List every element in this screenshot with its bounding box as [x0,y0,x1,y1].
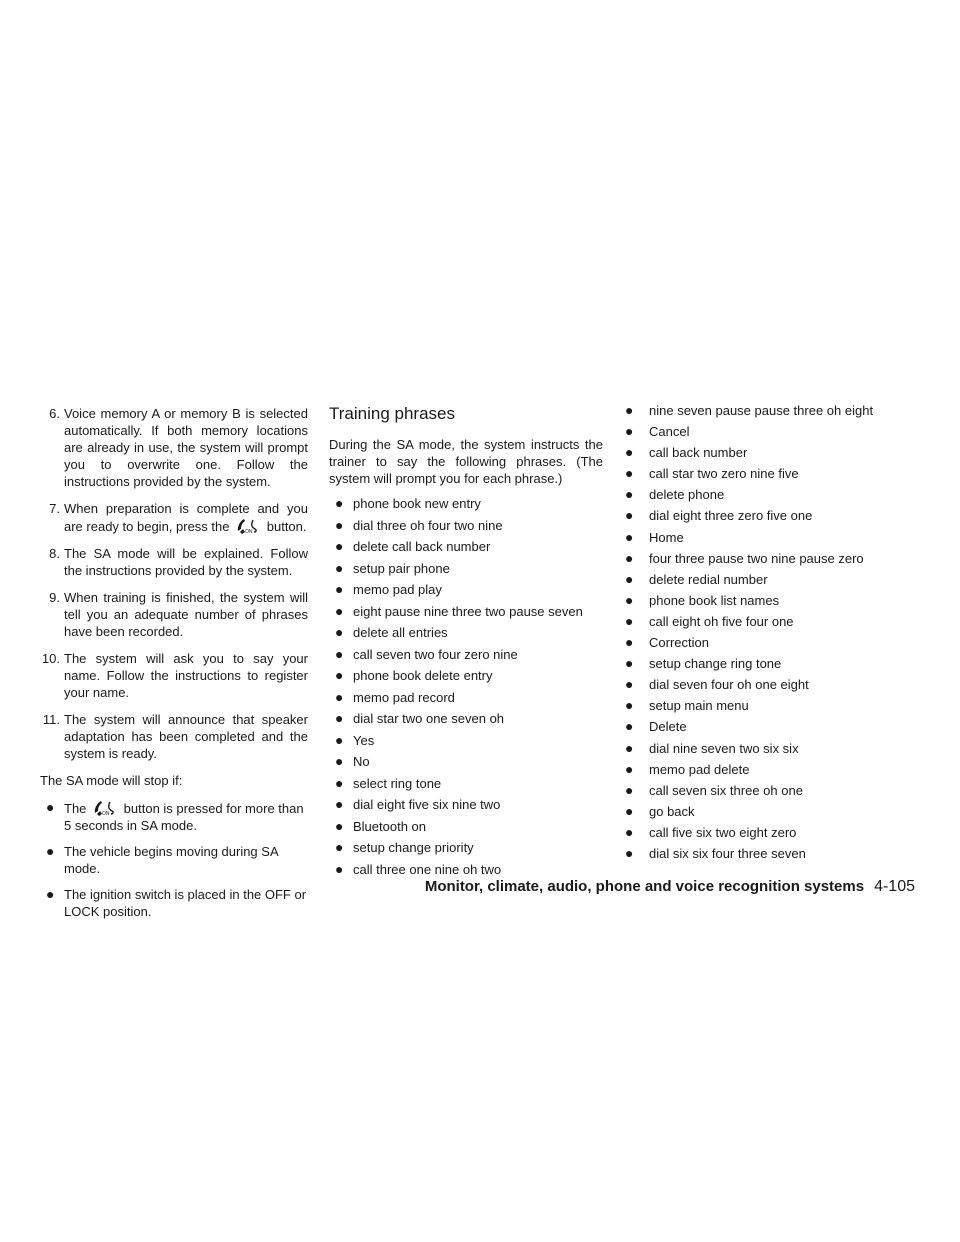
phrase-text: select ring tone [353,775,442,791]
item-text-before: The [64,801,87,816]
bullet: ● [335,796,344,812]
phrase-item [625,444,915,465]
phrase-text: eight pause nine three two pause seven [353,603,583,619]
phrase-item [625,655,915,676]
phrase-item [625,529,915,550]
section-title: Training phrases [329,404,455,423]
bullet: ● [335,753,344,769]
phrase-text: nine seven pause pause three oh eight [649,403,874,418]
phrase-text: memo pad delete [649,761,750,777]
bullet: ● [625,760,634,777]
phrase-item [329,624,603,646]
phrase-item [625,740,915,761]
phrase-item [625,824,915,845]
phrase-text: memo pad record [353,689,455,705]
bullet: ● [335,860,344,877]
section-intro: During the SA mode, the system instructs the trainer to say the following phrases. (The system will prompt you for each phrase.) [329,437,603,486]
bullet: ● [335,731,344,748]
bullet: ● [335,688,344,705]
bullet: ● [335,602,344,619]
stop-conditions-list [40,799,308,920]
phrase-text: Cancel [649,424,690,440]
phrase-item [625,613,915,634]
phrase-text: phone book delete entry [353,668,493,683]
phrase-text: No [353,754,370,769]
step-number: 6. [49,406,60,421]
training-phrases-column-1 [329,404,603,882]
phrase-item [329,646,603,668]
step-number: 10. [41,651,60,666]
bullet: ● [625,634,634,651]
phrase-text: dial eight three zero five one [649,508,813,524]
bullet: ● [625,612,634,629]
bullet: ● [335,495,344,511]
page-footer [425,878,915,895]
phrase-text: delete all entries [353,625,448,640]
step-8 [40,545,308,579]
step-7 [40,500,308,535]
bullet: ● [625,802,634,819]
bullet: ● [625,444,634,461]
step-text: The system will ask you to say your name. Follow the instructions to register your name. [64,651,308,700]
phrase-item [329,538,603,560]
phrase-item [329,495,603,517]
stop-intro: The SA mode will stop if: [40,773,183,788]
phrase-text: Bluetooth on [353,818,427,834]
step-number: 8. [49,546,60,561]
bullet: ● [625,823,634,840]
list-item [40,799,308,834]
voice-recognition-talk-icon [235,517,261,535]
phrase-text: setup main menu [649,698,749,714]
phrase-text: call star two zero nine five [649,466,799,482]
footer-section-title: Monitor, climate, audio, phone and voice recognition systems [424,878,865,895]
bullet: ● [46,799,55,815]
phrase-item [329,517,603,539]
phrase-item [329,775,603,797]
phrase-text: go back [649,803,695,819]
phrase-text: call seven two four zero nine [353,646,518,662]
step-text: The SA mode will be explained. Follow the instructions provided by the system. [64,546,308,578]
step-text: The system will announce that speaker adaptation has been completed and the system is ready. [64,712,308,761]
bullet: ● [625,507,634,524]
phrase-item [625,592,915,613]
voice-recognition-talk-icon [92,799,118,817]
phrase-item [329,839,603,861]
bullet: ● [625,486,634,503]
phrase-item [329,710,603,732]
bullet: ● [625,781,634,798]
bullet: ● [625,465,634,482]
phrase-item [625,465,915,486]
phrase-item [329,796,603,818]
bullet: ● [625,697,634,714]
item-text: The vehicle begins moving during SA mode. [64,844,278,876]
phrase-text: memo pad play [353,582,442,597]
bullet: ● [625,549,634,566]
phrase-item [329,603,603,625]
step-number: 9. [49,590,60,605]
step-6 [40,405,308,490]
phrase-item [625,507,915,528]
bullet: ● [625,676,634,693]
bullet: ● [46,886,55,902]
instructions-column [40,405,308,929]
phrase-item [625,634,915,655]
phrase-item [329,560,603,582]
phrase-text: setup pair phone [353,560,450,576]
step-number: 11. [42,712,60,727]
bullet: ● [625,528,634,545]
step-number: 7. [49,501,60,516]
phrase-item [625,486,915,507]
bullet: ● [335,774,344,791]
list-item [40,843,308,877]
phrase-item [329,753,603,775]
phrase-list [329,495,603,882]
bullet: ● [335,516,344,533]
phrase-text: Delete [649,719,687,735]
bullet: ● [335,624,344,640]
phrase-text: call eight oh five four one [649,613,794,629]
phrase-text: dial three oh four two nine [353,517,503,533]
phrase-text: four three pause two nine pause zero [649,550,864,566]
step-text-before: When preparation is complete and you are ready to begin, press the [64,501,308,534]
phrase-item [329,581,603,603]
phrase-text: setup change ring tone [649,656,782,672]
phrase-item [329,818,603,840]
step-text: When training is finished, the system will tell you an adequate number of phrases have been recorded. [64,590,308,639]
bullet: ● [335,645,344,662]
bullet: ● [335,559,344,576]
step-text: Voice memory A or memory B is selected automatically. If both memory locations are already in use, the system will prompt you to overwrite one. Follow the instructions provided by the system. [64,406,308,489]
phrase-text: dial six six four three seven [649,845,806,861]
phrase-text: phone book list names [649,592,780,608]
phrase-text: delete redial number [649,571,768,587]
bullet: ● [335,710,344,726]
bullet: ● [335,581,344,597]
phrase-text: call back number [649,445,748,461]
phrase-text: Correction [649,635,709,651]
bullet: ● [46,843,55,859]
item-text: The ignition switch is placed in the OFF or LOCK position. [64,887,307,919]
list-item [40,886,308,920]
phrase-text: dial star two one seven oh [353,711,505,726]
phrase-text: setup change priority [353,840,474,855]
bullet: ● [625,844,634,861]
phrase-text: call three one nine oh two [353,861,502,877]
phrase-item [625,803,915,824]
phrase-text: call five six two eight zero [649,824,797,840]
bullet: ● [335,667,344,683]
bullet: ● [625,570,634,587]
bullet: ● [335,839,344,855]
step-11 [40,711,308,762]
phrase-item [625,571,915,592]
phrase-item [329,667,603,689]
bullet: ● [625,739,634,756]
phrase-text: Home [649,529,684,545]
bullet: ● [625,718,634,735]
phrase-item [329,732,603,754]
bullet: ● [335,817,344,834]
phrase-item [625,845,915,866]
bullet: ● [625,402,634,418]
phrase-item [625,782,915,803]
phrase-text: dial nine seven two six six [649,740,799,756]
phrase-text: dial seven four oh one eight [649,677,809,693]
phrase-text: Yes [353,732,375,748]
bullet: ● [625,655,634,672]
phrase-text: phone book new entry [353,496,481,511]
phrase-item [625,550,915,571]
training-phrases-column-2 [625,402,915,866]
step-text-after: button. [266,519,307,534]
phrase-text: delete call back number [353,539,491,554]
phrase-text: delete phone [649,487,725,503]
phrase-item [625,423,915,444]
phrase-item [625,676,915,697]
phrase-item [329,689,603,711]
phrase-text: call seven six three oh one [649,782,803,798]
phrase-item [625,402,915,423]
phrase-list [625,402,915,866]
phrase-item [625,718,915,739]
step-9 [40,589,308,640]
phrase-text: dial eight five six nine two [353,797,501,812]
item-text-after: button is pressed for more than 5 seconds in SA mode. [64,801,304,833]
bullet: ● [335,538,344,554]
step-10 [40,650,308,701]
bullet: ● [625,591,634,608]
phrase-item [625,697,915,718]
phrase-item [625,761,915,782]
page-number: 4-105 [874,878,915,895]
bullet: ● [625,423,634,440]
